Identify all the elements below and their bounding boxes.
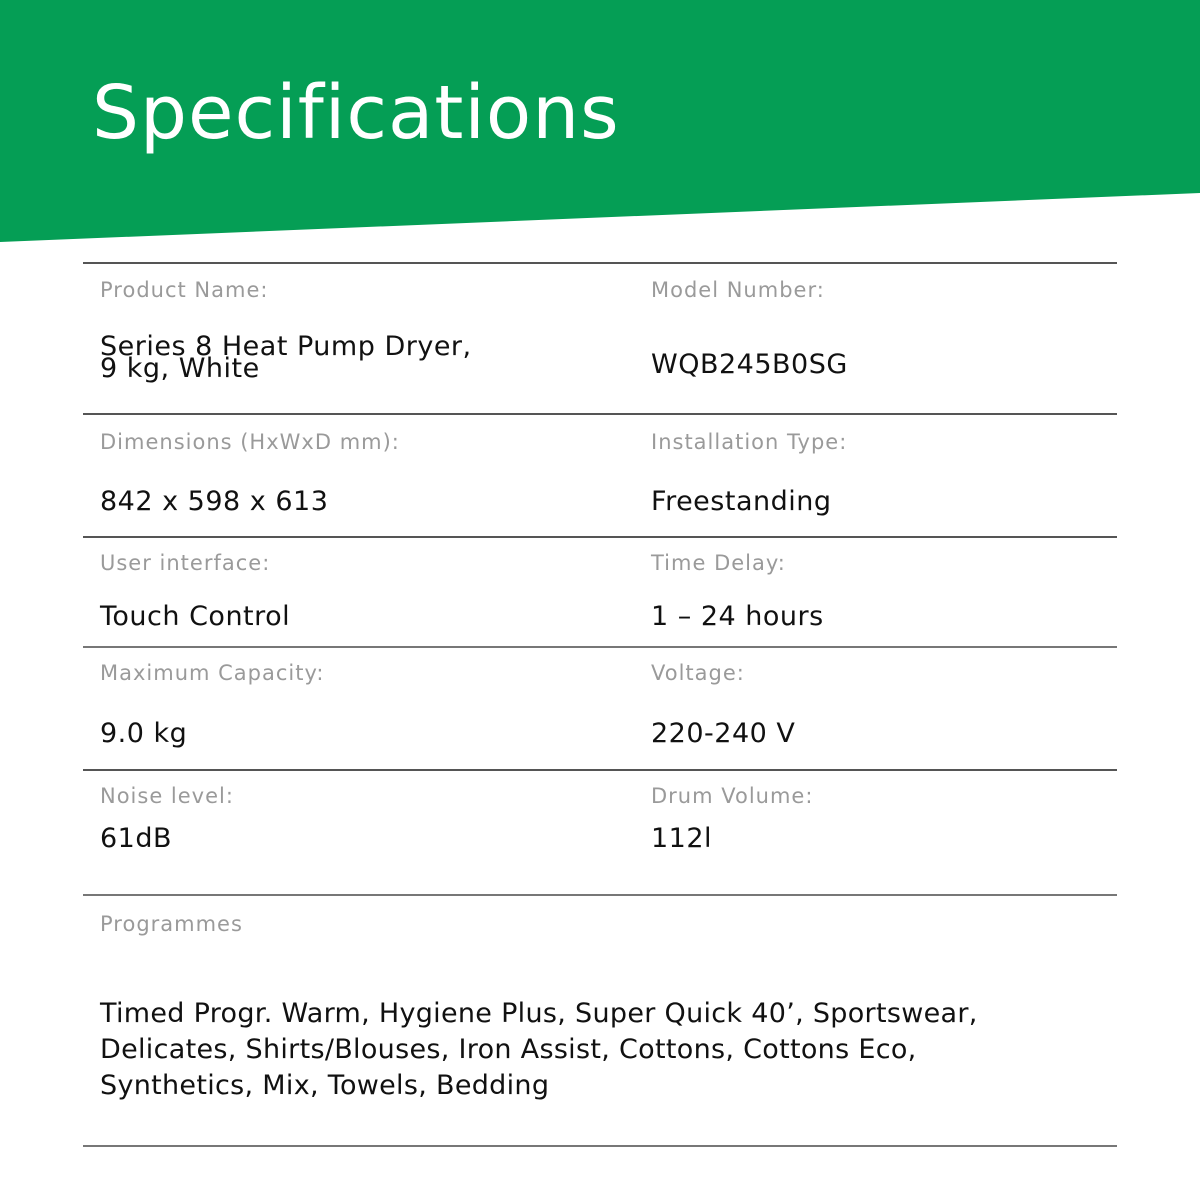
divider [83, 262, 1117, 264]
divider [83, 413, 1117, 415]
spec-label-dimensions: Dimensions (HxWxD mm): [100, 430, 400, 454]
spec-label-max-capacity: Maximum Capacity: [100, 661, 325, 685]
programmes-label: Programmes [100, 912, 243, 936]
programmes-list [100, 996, 1110, 1104]
spec-label-product-name: Product Name: [100, 278, 269, 302]
spec-value-model-number: WQB245B0SG [651, 349, 848, 380]
spec-label-model-number: Model Number: [651, 278, 825, 302]
spec-value-user-interface: Touch Control [100, 601, 291, 632]
spec-value-max-capacity: 9.0 kg [100, 718, 188, 749]
page-title: Specifications [92, 70, 620, 156]
programmes-line: Delicates, Shirts/Blouses, Iron Assist, Cottons, Cottons Eco, [100, 1034, 917, 1065]
spec-value-noise: 61dB [100, 823, 173, 854]
divider [83, 646, 1117, 648]
spec-label-installation: Installation Type: [651, 430, 848, 454]
programmes-line: Synthetics, Mix, Towels, Bedding [100, 1070, 550, 1101]
value-line: Series 8 Heat Pump Dryer, [100, 331, 472, 362]
divider [83, 894, 1117, 896]
spec-label-drum-volume: Drum Volume: [651, 784, 814, 808]
spec-label-noise: Noise level: [100, 784, 234, 808]
spec-value-time-delay: 1 – 24 hours [651, 601, 824, 632]
spec-value-dimensions: 842 x 598 x 613 [100, 486, 329, 517]
value-line: 9 kg, White [100, 353, 260, 384]
spec-value-voltage: 220-240 V [651, 718, 796, 749]
divider [83, 1145, 1117, 1147]
programmes-line: Timed Progr. Warm, Hygiene Plus, Super Quick 40’, Sportswear, [100, 998, 978, 1029]
spec-label-time-delay: Time Delay: [651, 551, 786, 575]
spec-value-product-name [100, 331, 472, 384]
spec-value-installation: Freestanding [651, 486, 832, 517]
divider [83, 536, 1117, 538]
spec-label-voltage: Voltage: [651, 661, 745, 685]
spec-label-user-interface: User interface: [100, 551, 271, 575]
spec-value-drum-volume: 112l [651, 823, 713, 854]
divider [83, 769, 1117, 771]
